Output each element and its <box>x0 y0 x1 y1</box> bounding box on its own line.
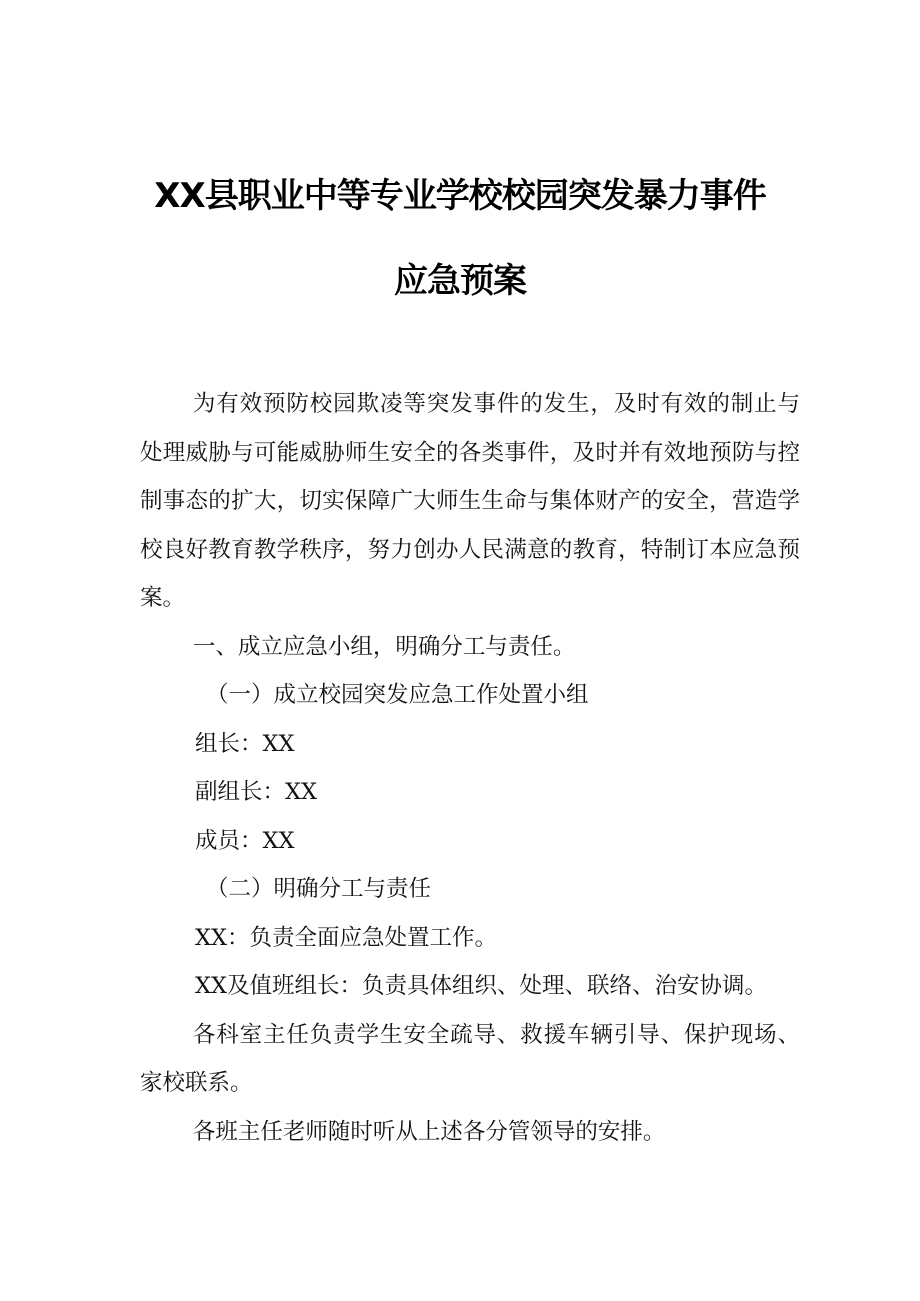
subsection-heading-1: （一）成立校园突发应急工作处置小组 <box>206 682 589 708</box>
document-body <box>140 380 800 1156</box>
subsection-heading-2: （二）明确分工与责任 <box>206 876 432 902</box>
section-heading-1: 一、成立应急小组，明确分工与责任。 <box>192 633 576 660</box>
duty-line-1: XX：负责全面应急处置工作。 <box>195 924 498 951</box>
document-title-line-2: 应急预案 <box>394 261 526 301</box>
duty-paragraph-3: 各科室主任负责学生安全疏导、救援车辆引导、保护现场、家校联系。 <box>140 1021 800 1096</box>
document-title-line-1: XX县职业中等专业学校校园突发暴力事件 <box>154 176 766 216</box>
deputy-leader-line: 副组长：XX <box>195 779 318 805</box>
intro-paragraph: 为有效预防校园欺凌等突发事件的发生，及时有效的制止与处理威胁与可能威胁师生安全的各类事件，及时并有效地预防与控制事态的扩大，切实保障广大师生生命与集体财产的安全，营造学校良好教育教学秩序，努力创办人民满意的教育，特制订本应急预案。 <box>140 391 800 611</box>
duty-paragraph-4: 各班主任老师随时听从上述各分管领导的安排。 <box>192 1118 666 1145</box>
duty-line-2: XX及值班组长：负责具体组织、处理、联络、治安协调。 <box>195 973 768 999</box>
members-line: 成员：XX <box>195 827 295 854</box>
team-leader-line: 组长：XX <box>195 730 295 757</box>
